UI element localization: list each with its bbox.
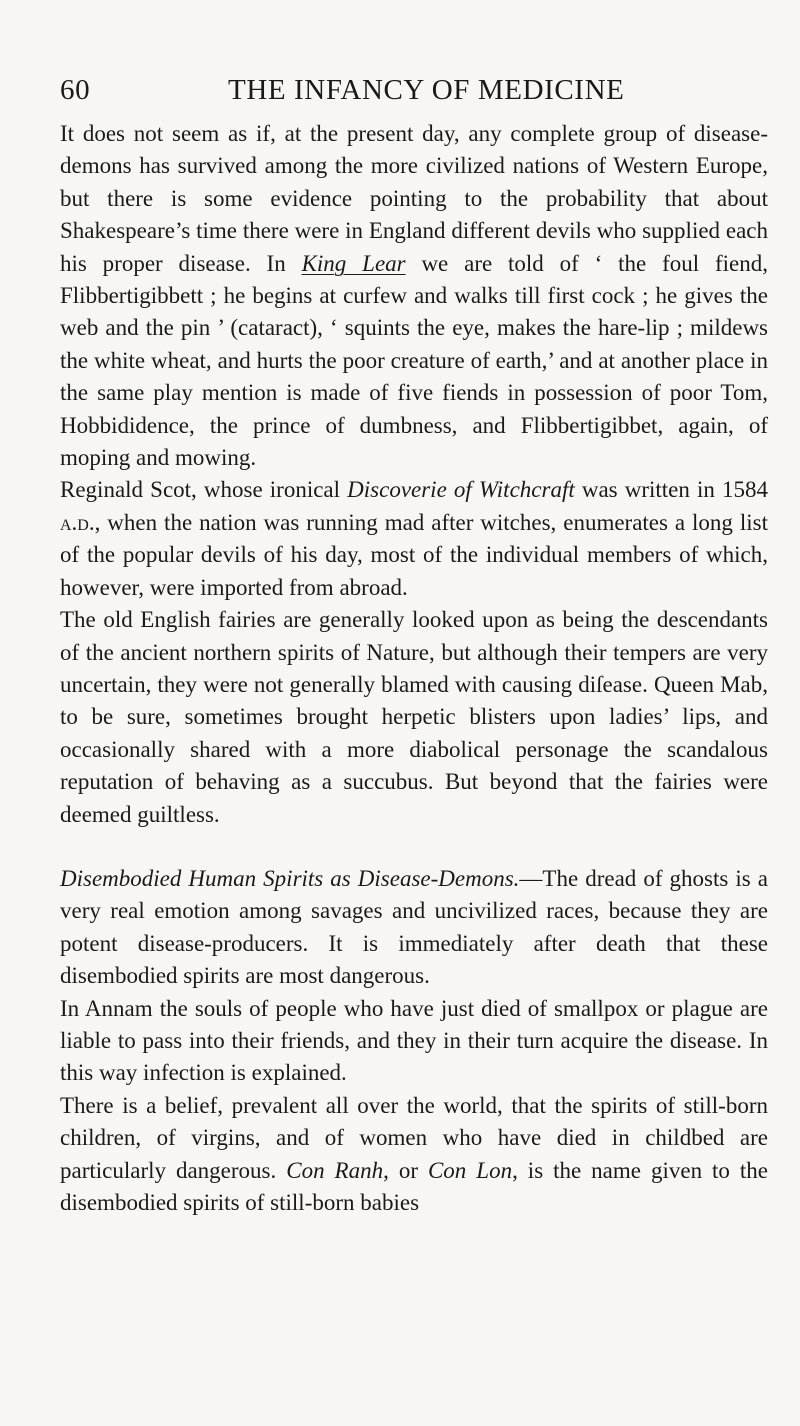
paragraph-still-born-spirits (60, 1090, 768, 1220)
body-text (60, 118, 768, 1219)
term-con-lon: Con Lon (427, 1157, 513, 1183)
paragraph-text: , is the name given to the disembodied spirits of still-born babies (60, 1157, 768, 1215)
paragraph-text: It does not seem as if, at the present day, any complete group of disease-demons has survived among the more civilized nations of Western Europe, but there is some evidence pointing to the probability that about Shakespeare’s time there were in England different devils who supplied each his proper disease. In (60, 121, 768, 276)
paragraph-shakespeare-devils (60, 118, 768, 474)
paragraph-text: we are told of ‘ the foul fiend, Flibbertigibbett ; he begins at curfew and walks till first cock ; he gives the web and the pin ’ (cataract), ‘ squints the eye, makes the hare-lip ; mildews the white wheat, and hurts the poor creature of earth,’ and at another place in the same play mention is made of five fiends in possession of poor Tom, Hobbididence, the prince of dumbness, and Flibbertigibbet, again, of moping and mowing. (60, 250, 768, 471)
section-heading: Disembodied Human Spirits as Disease-Demons. (60, 865, 520, 891)
paragraph-english-fairies (60, 604, 768, 831)
running-title: THE INFANCY OF MEDICINE (228, 74, 625, 106)
paragraph-text: , when the nation was running mad after witches, enumerates a long list of the popular devils of his day, most of the individual members of which, however, were imported from abroad. (60, 509, 768, 600)
paragraph-text: Reginald Scot, whose ironical (60, 477, 348, 503)
running-head (60, 74, 760, 114)
paragraph-annam (60, 993, 768, 1090)
paragraph-disembodied-spirits (60, 863, 768, 993)
paragraph-text: —The dread of ghosts is a very real emotion among savages and uncivilized races, because they are potent disease-producers. It is immediately after death that these disembodied spirits are most dangerous. (60, 865, 768, 989)
section-gap (60, 831, 768, 863)
paragraph-reginald-scot (60, 474, 768, 604)
paragraph-text: There is a belief, prevalent all over the world, that the spirits of still-born children, of virgins, and of women who have died in childbed are particularly dangerous. (60, 1092, 768, 1183)
term-con-ranh: Con Ranh (286, 1157, 384, 1183)
paragraph-text: In Annam the souls of people who have just died of smallpox or plague are liable to pass into their friends, and they in their turn acquire the disease. In this way infection is explained. (60, 995, 768, 1086)
era-abbreviation: a.d. (60, 509, 95, 535)
paragraph-text: , or (383, 1157, 428, 1183)
play-title-king-lear: King Lear (301, 250, 406, 276)
book-title-discoverie: Discoverie of Witchcraft (347, 477, 575, 503)
page-number: 60 (60, 74, 91, 106)
paragraph-text: was written in 1584 (574, 477, 768, 503)
paragraph-text: The old English fairies are generally looked upon as being the descendants of the ancient northern spirits of Nature, but although their tempers are very uncertain, they were not generally blamed with causing diſease. Queen Mab, to be sure, sometimes brought herpetic blisters upon ladies’ lips, and occasionally shared with a more diabolical personage the scandalous reputation of behaving as a succubus. But beyond that the fairies were deemed guiltless. (60, 607, 768, 827)
